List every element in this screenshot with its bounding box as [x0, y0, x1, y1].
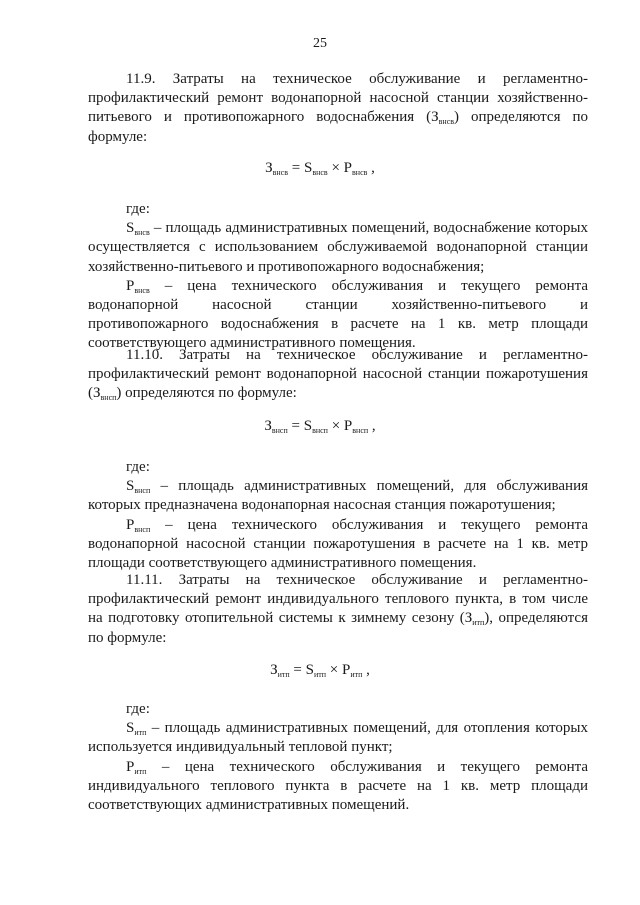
formula-end: , — [368, 418, 376, 434]
intro-text-end: ) определяются по формуле: — [116, 385, 297, 402]
formula-p-sub: внсв — [352, 168, 368, 177]
formula-s-sub: итп — [313, 670, 327, 679]
section-11-9-intro — [88, 70, 588, 147]
section-11-10 — [88, 346, 588, 404]
symbol-subscript: внсв — [438, 117, 455, 127]
where-label: где: — [126, 459, 150, 475]
section-11-11 — [88, 571, 588, 648]
section-11-9 — [88, 70, 588, 147]
definition-p — [88, 277, 588, 354]
def-symbol: P — [126, 277, 135, 294]
formula-lhs-sub: внсв — [272, 168, 288, 177]
formula-end: , — [362, 662, 370, 678]
definition-p — [88, 516, 588, 574]
formula-lhs: З — [264, 418, 272, 434]
formula-p-sub: внсп — [352, 426, 369, 435]
def-text: – цена технического обслуживания и текущего ремонта водонапорной насосной станции пожаротушения в расчете на 1 кв. метр площади соответствующего административного помещения. — [88, 516, 588, 572]
def-symbol-sub: внсв — [134, 285, 150, 295]
definition-p — [88, 758, 588, 816]
formula-p-sub: итп — [350, 670, 363, 679]
intro-text: 11.9. Затраты на техническое обслуживание и регламентно-профилактический ремонт водонапорной насосной станции хозяйственно-питьевого и противопожарного водоснабжения (З — [88, 71, 588, 126]
def-text: – цена технического обслуживания и текущего ремонта водонапорной насосной станции хозяйственно-питьевого и противопожарного водоснабжения в расчете на 1 кв. метр площади соответствующего административного помещения. — [88, 277, 588, 352]
formula-eq: = S — [289, 662, 314, 678]
symbol-subscript: внсп — [100, 393, 117, 403]
definition-s — [88, 219, 588, 277]
def-symbol-sub: внсп — [134, 524, 151, 534]
intro-text-end: ), определяются по формуле: — [88, 610, 588, 646]
def-symbol-sub: итп — [134, 766, 147, 776]
def-symbol: P — [126, 758, 135, 775]
formula-lhs: З — [270, 662, 278, 678]
where-label: где: — [126, 201, 150, 217]
formula-eq: = S — [288, 160, 313, 176]
formula-eq: = S — [287, 418, 313, 434]
def-symbol: S — [126, 478, 135, 495]
formula-11-11 — [0, 662, 640, 679]
def-symbol-sub: итп — [134, 728, 147, 738]
formula-end: , — [367, 160, 375, 176]
formula-times: × P — [327, 418, 353, 434]
page-number: 25 — [313, 36, 327, 51]
where-label: где: — [126, 701, 150, 717]
formula-11-10 — [0, 418, 640, 435]
def-symbol-sub: внсв — [134, 228, 150, 238]
definition-s — [88, 477, 588, 515]
def-text: – площадь административных помещений, для отопления которых используется индивидуальный тепловой пункт; — [88, 720, 588, 756]
symbol-subscript: итп — [472, 618, 485, 628]
section-11-10-intro — [88, 346, 588, 404]
formula-lhs-sub: итп — [277, 670, 290, 679]
formula-lhs: З — [265, 160, 273, 176]
def-text: – цена технического обслуживания и текущего ремонта индивидуального теплового пункта в расчете на 1 кв. метр площади соответствующих административных помещений. — [88, 758, 588, 814]
formula-s-sub: внсп — [312, 426, 328, 435]
formula-11-9 — [0, 160, 640, 177]
formula-s-sub: внсв — [312, 168, 328, 177]
def-symbol: P — [126, 516, 135, 533]
def-text: – площадь административных помещений, для обслуживания которых предназначена водонапорная насосная станция пожаротушения; — [88, 478, 588, 514]
def-symbol-sub: внсп — [134, 486, 151, 496]
intro-text-end: ) определяются по формуле: — [88, 109, 588, 145]
def-text: – площадь административных помещений, водоснабжение которых осуществляется с использованием обслуживаемой водонапорной станции хозяйственно-питьевого и противопожарного водоснабжения; — [88, 220, 588, 275]
section-11-9-defs — [88, 200, 588, 354]
section-11-11-intro — [88, 571, 588, 648]
section-11-11-defs — [88, 700, 588, 815]
formula-times: × P — [326, 662, 351, 678]
section-11-10-defs — [88, 458, 588, 573]
intro-text: 11.10. Затраты на техническое обслуживание и регламентно-профилактический ремонт водонапорной насосной станции пожаротушения (З — [88, 347, 588, 402]
def-symbol: S — [126, 220, 135, 237]
intro-text: 11.11. Затраты на техническое обслуживание и регламентно-профилактический ремонт индивидуального теплового пункта, в том числе на подготовку отопительной системы к зимнему сезону (З — [88, 572, 588, 627]
formula-lhs-sub: внсп — [271, 426, 288, 435]
definition-s — [88, 719, 588, 757]
formula-times: × P — [327, 160, 353, 176]
def-symbol: S — [126, 720, 135, 737]
